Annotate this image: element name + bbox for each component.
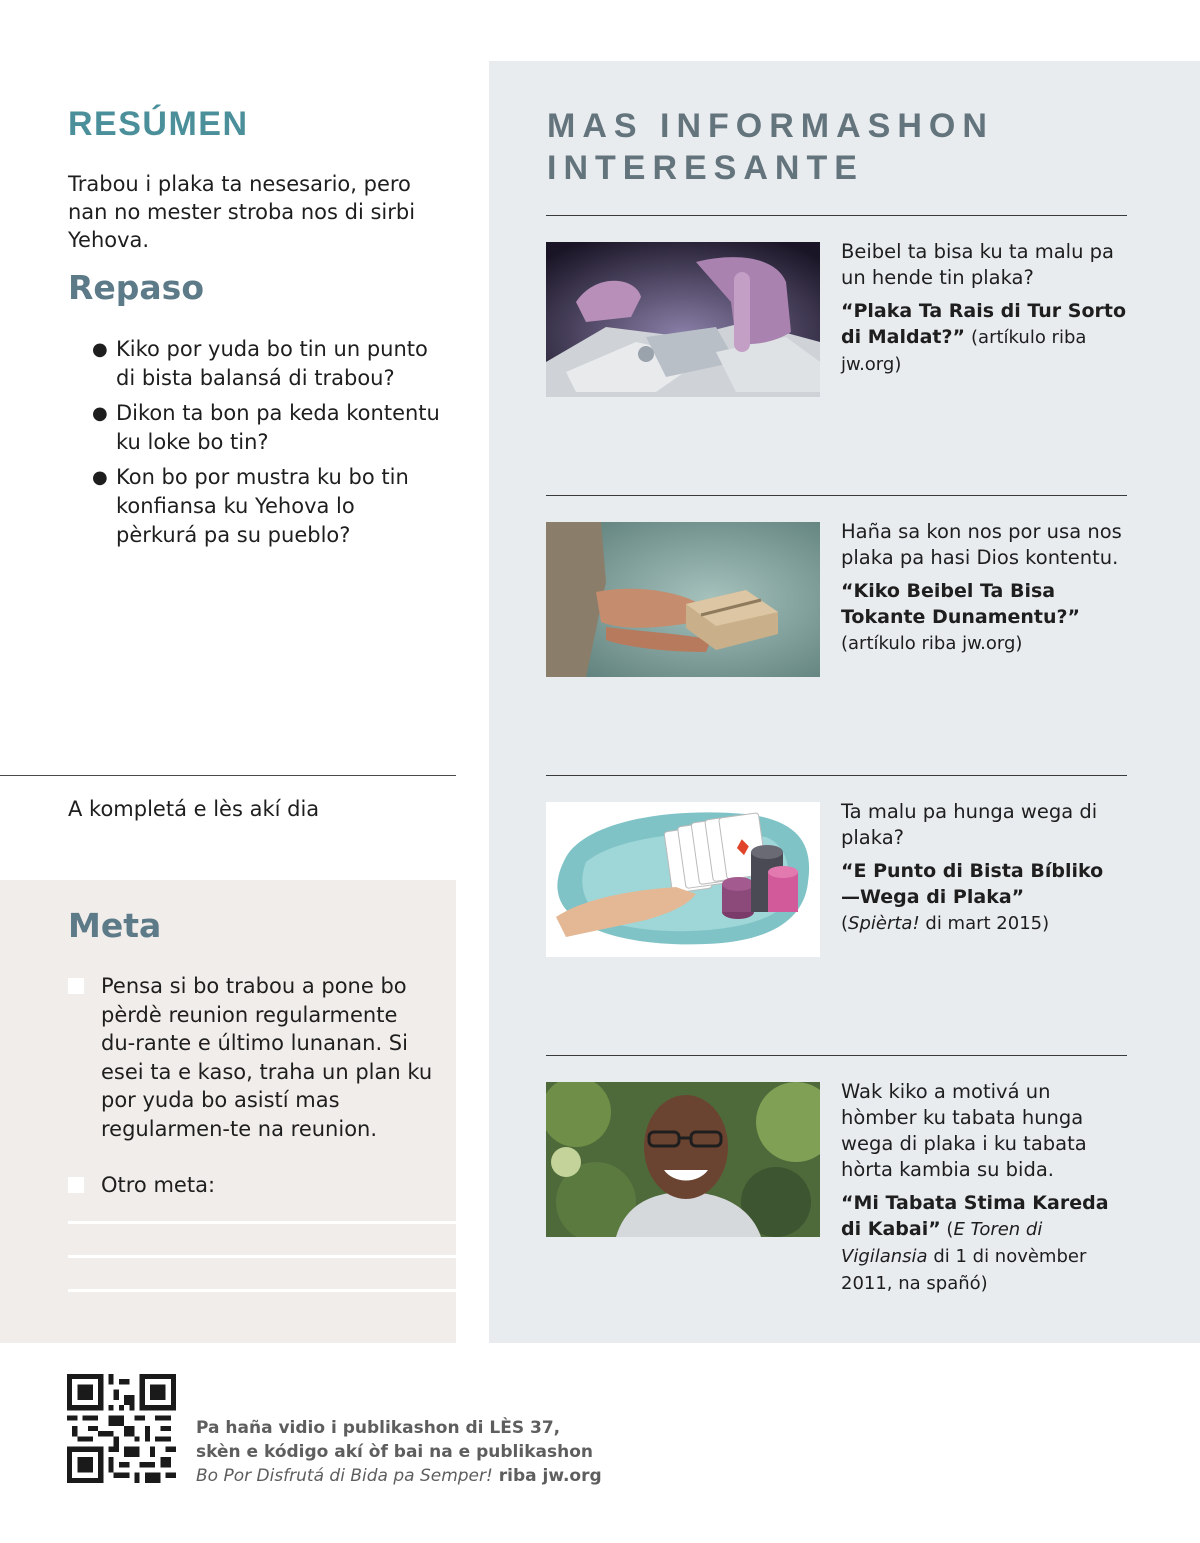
divider — [546, 215, 1127, 216]
goal-checkbox[interactable] — [68, 978, 84, 994]
goal-text: Otro meta: — [101, 1173, 216, 1197]
goal-text: Pensa si bo trabou a pone bo pèrdè reunion regularmente du-rante e último lunanan. Si esei ta e kaso, traha un plan ku por yuda bo asistí mas regularmen-te na reunion. — [101, 974, 433, 1141]
write-line[interactable] — [68, 1255, 456, 1258]
info-entry — [841, 1079, 1126, 1297]
divider — [546, 1055, 1127, 1056]
goal-item-other — [68, 1171, 438, 1200]
review-item: ● Kon bo por mustra ku bo tin konfiansa ku Yehova lo pèrkurá pa su pueblo? — [92, 465, 409, 547]
review-list — [92, 335, 442, 556]
write-line[interactable] — [68, 1221, 456, 1224]
gift-package-image — [546, 522, 820, 677]
summary-text: Trabou i plaka ta nesesario, pero nan no mester stroba nos di sirbi Yehova. — [68, 172, 416, 252]
info-entry — [841, 799, 1126, 937]
footer-note: Pa haña vidio i publikashon di LÈS 37, skèn e kódigo akí òf bai na e publikashon Bo Por Disfrutá di Bida pa Semper! riba jw.org — [196, 1418, 602, 1486]
bullet-icon: ● — [92, 467, 108, 488]
entry-reference[interactable]: “Mi Tabata Stima Kareda di Kabai” (E Toren di Vigilansia di 1 di novèmber 2011, na spañó) — [841, 1192, 1109, 1294]
write-line[interactable] — [68, 1289, 456, 1292]
bullet-icon: ● — [92, 403, 108, 424]
review-item: ● Dikon ta bon pa keda kontentu ku loke bo tin? — [92, 401, 440, 454]
summary-title: RESÚMEN — [68, 105, 249, 143]
smiling-man-image — [546, 1082, 820, 1237]
bullet-icon: ● — [92, 339, 108, 360]
more-info-panel — [489, 61, 1200, 1343]
goals-title: Meta — [68, 906, 162, 945]
completed-date-label: A kompletá e lès akí dia — [68, 797, 320, 821]
entry-reference[interactable]: “Kiko Beibel Ta Bisa Tokante Dunamentu?” (artíkulo riba jw.org) — [841, 580, 1081, 654]
entry-question: Haña sa kon nos por usa nos plaka pa hasi Dios kontentu. — [841, 520, 1122, 569]
more-info-title: MAS INFORMASHON INTERESANTE — [547, 107, 994, 187]
entry-reference[interactable]: “E Punto di Bista Bíbliko —Wega di Plaka” (Spièrta! di mart 2015) — [841, 860, 1104, 934]
review-item: ● Kiko por yuda bo tin un punto di bista balansá di trabou? — [92, 337, 428, 390]
info-entry — [841, 519, 1126, 657]
left-column — [0, 0, 456, 1343]
info-entry — [841, 239, 1126, 378]
money-stack-image — [546, 242, 820, 397]
entry-question: Ta malu pa hunga wega di plaka? — [841, 800, 1098, 849]
goals-box — [0, 880, 456, 1343]
goal-item — [68, 972, 438, 1143]
divider — [546, 495, 1127, 496]
playing-cards-chips-image — [546, 802, 820, 957]
goal-checkbox[interactable] — [68, 1177, 84, 1193]
entry-question: Beibel ta bisa ku ta malu pa un hende tin plaka? — [841, 240, 1114, 289]
divider — [0, 775, 456, 776]
review-title: Repaso — [68, 268, 204, 307]
divider — [546, 775, 1127, 776]
entry-question: Wak kiko a motivá un hòmber ku tabata hunga wega di plaka i ku tabata hòrta kambia su bida. — [841, 1080, 1087, 1181]
entry-reference[interactable]: “Plaka Ta Rais di Tur Sorto di Maldat?” (artíkulo riba jw.org) — [841, 300, 1127, 375]
qr-code-icon[interactable] — [67, 1374, 176, 1483]
